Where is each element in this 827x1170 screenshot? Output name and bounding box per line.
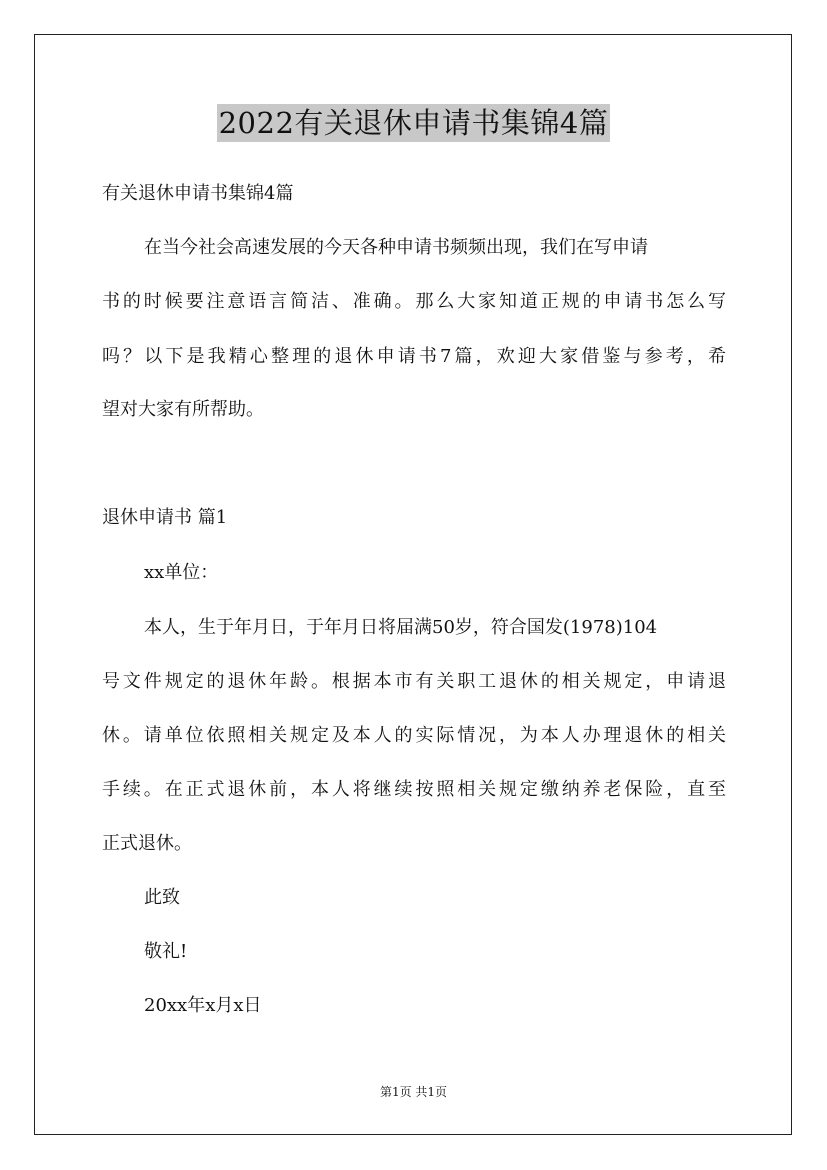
- document-date: 20xx年x月x日: [144, 995, 262, 1016]
- intro-line-2: 书的时候要注意语言简洁、准确。那么大家知道正规的申请书怎么写: [102, 291, 726, 312]
- section-heading: 退休申请书 篇1: [102, 507, 228, 528]
- body-line-3: 休。请单位依照相关规定及本人的实际情况，为本人办理退休的相关: [102, 725, 726, 746]
- page-footer: 第1页 共1页: [379, 1085, 448, 1099]
- intro-line-1: 在当今社会高速发展的今天各种申请书频频出现，我们在写申请: [144, 237, 648, 258]
- body-line-2: 号文件规定的退休年龄。根据本市有关职工退休的相关规定，申请退: [102, 671, 726, 692]
- title-container: [0, 104, 827, 142]
- document-subtitle: 有关退休申请书集锦4篇: [102, 183, 294, 204]
- body-line-1: 本人，生于年月日，于年月日将届满50岁，符合国发(1978)104: [144, 617, 658, 638]
- intro-line-3: 吗？以下是我精心整理的退休申请书7篇，欢迎大家借鉴与参考，希: [102, 346, 726, 367]
- document-title: 2022有关退休申请书集锦4篇: [218, 106, 609, 140]
- salutation: xx单位：: [144, 562, 219, 583]
- closing-line-1: 此致: [144, 887, 180, 908]
- closing-line-2: 敬礼!: [144, 941, 188, 962]
- body-line-4: 手续。在正式退休前，本人将继续按照相关规定缴纳养老保险，直至: [102, 779, 726, 800]
- intro-line-4: 望对大家有所帮助。: [102, 399, 264, 420]
- body-line-5: 正式退休。: [102, 833, 192, 854]
